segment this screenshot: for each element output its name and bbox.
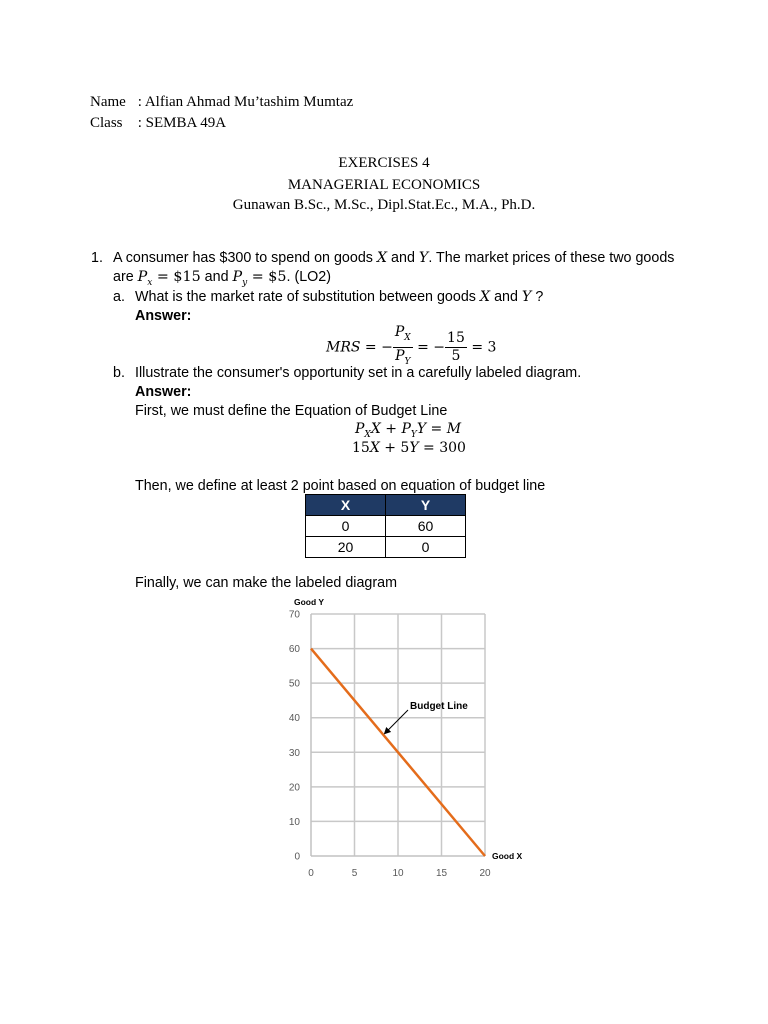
y-tick-label: 20 [288,782,300,794]
y-tick-label: 10 [288,816,300,828]
table-cell: 60 [386,516,466,537]
budget-equation-numeric: 15X + 5Y = 300 [352,440,466,456]
y-tick-label: 60 [288,644,300,656]
title-exercises: EXERCISES 4 [338,155,430,171]
y-tick-label: 0 [294,851,300,863]
part-a-answer-label: Answer: [135,308,192,324]
title-lecturer: Gunawan B.Sc., M.Sc., Dipl.Stat.Ec., M.A., Ph.D. [232,197,536,213]
points-intro: Then, we define at least 2 point based on equation of budget line [135,478,546,494]
budget-line-chart [270,592,540,884]
table-row [306,516,466,537]
question-number: 1. [91,250,103,266]
part-b-answer-label: Answer: [135,384,192,400]
part-a-question: What is the market rate of substitution between goods X and Y ? [135,289,544,305]
x-tick-label: 5 [351,868,358,879]
question-line-1: A consumer has $300 to spend on goods X and Y. The market prices of these two goods [113,250,675,266]
annotation-arrow [385,710,408,733]
name-label: Name [90,94,126,110]
class-row [90,115,226,132]
part-b-marker: b. [113,365,125,381]
table-cell: 0 [306,516,386,537]
y-tick-label: 50 [288,678,300,690]
table-header-y: Y [386,495,466,516]
x-tick-label: 0 [308,868,314,879]
name-row [90,94,353,111]
name-value: : Alfian Ahmad Mu’tashim Mumtaz [137,94,354,110]
part-b-question: Illustrate the consumer's opportunity set in a carefully labeled diagram. [135,365,582,381]
budget-equation-general: $P_XX + P_YY = M$ [355,421,462,440]
part-a-marker: a. [113,289,125,305]
x-tick-label: 20 [479,868,491,879]
annotation-label: Budget Line [410,701,468,712]
x-tick-label: 10 [392,868,404,879]
points-table [305,494,466,558]
table-cell: 0 [386,537,466,558]
class-value: : SEMBA 49A [137,115,227,131]
x-tick-label: 15 [435,868,448,879]
y-axis-label: Good Y [294,597,325,607]
class-label: Class [90,115,123,131]
y-tick-label: 30 [288,747,300,759]
y-tick-label: 40 [288,713,300,725]
table-cell: 20 [306,537,386,558]
diagram-intro: Finally, we can make the labeled diagram [135,575,397,591]
question-line-2: are $P_x$ = $15 and $P_y$ = $5. (LO2) [113,269,331,288]
title-course: MANAGERIAL ECONOMICS [287,177,481,193]
table-header-x: X [306,495,386,516]
mrs-equation: MRS = − $\frac{P_X}{P_Y}$ = − $\frac{15}{5}$ = 3 [326,324,497,367]
budget-intro: First, we must define the Equation of Budget Line [135,403,448,419]
x-axis-label: Good X [492,851,523,861]
y-tick-label: 70 [288,609,300,621]
table-row [306,537,466,558]
